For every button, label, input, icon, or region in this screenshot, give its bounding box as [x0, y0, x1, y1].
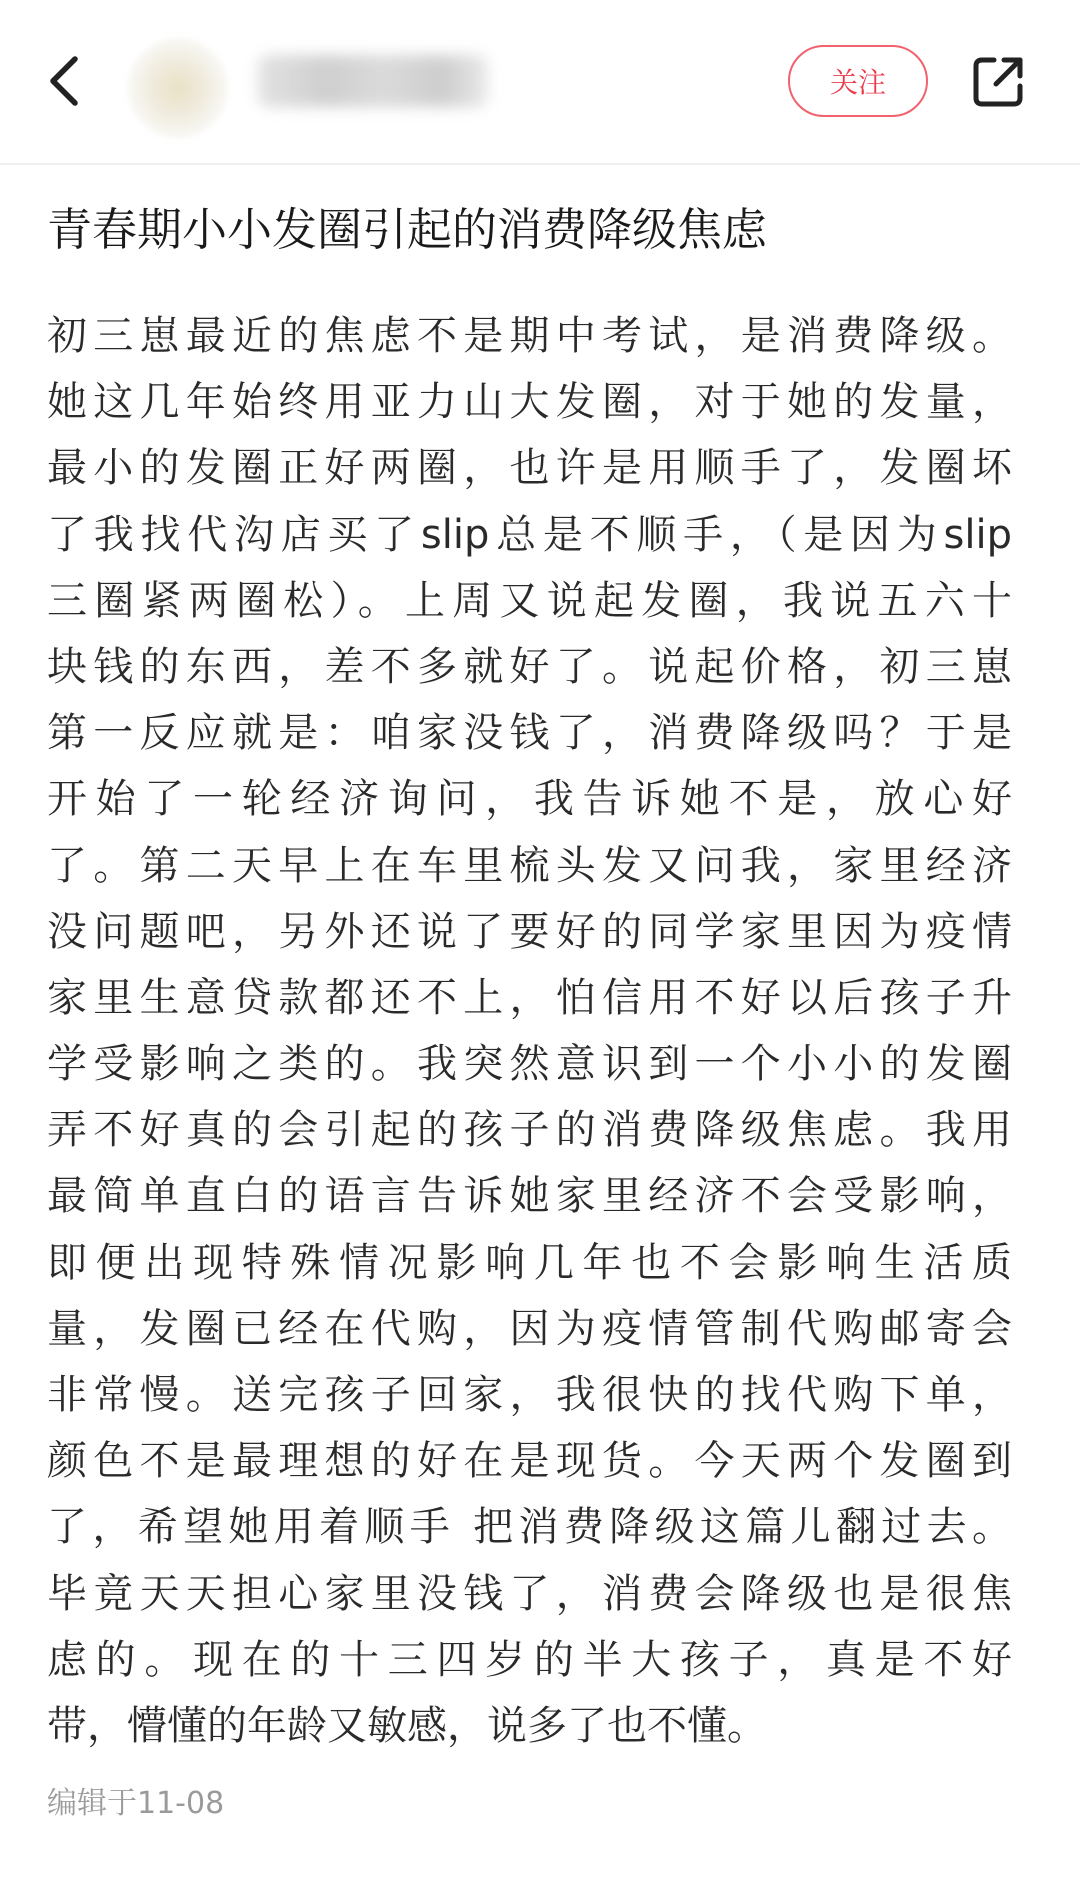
- top-nav-bar: [0, 0, 1080, 165]
- post-body-line: 最小的发圈正好两圈，也许是用顺手了，发圈坏: [47, 445, 1012, 492]
- back-button[interactable]: [38, 50, 90, 112]
- post-body-line: 非常慢。送完孩子回家，我很快的找代购下单，: [47, 1372, 1012, 1418]
- post-body-line: 量，发圈已经在代购，因为疫情管制代购邮寄会: [47, 1305, 1012, 1352]
- post-body-line: 她这几年始终用亚力山大发圈，对于她的发量，: [47, 379, 1012, 426]
- post-body-line: 了。第二天早上在车里梳头发又问我，家里经济: [47, 842, 1012, 889]
- post-body-line: 虑的。现在的十三四岁的半大孩子，真是不好: [47, 1636, 1012, 1683]
- post-body-line: 家里生意贷款都还不上，怕信用不好以后孩子升: [47, 974, 1012, 1021]
- share-external-icon: [970, 54, 1026, 110]
- post-body-line: 学受影响之类的。我突然意识到一个小小的发圈: [47, 1041, 1012, 1088]
- post-body-line: 毕竟天天担心家里没钱了，消费会降级也是很焦: [47, 1570, 1012, 1617]
- author-avatar[interactable]: [128, 38, 228, 138]
- edit-timestamp: 编辑于11-08: [47, 1786, 225, 1821]
- post-body: [47, 303, 1012, 1759]
- share-button[interactable]: [968, 52, 1028, 112]
- post-body-line: 带，懵懂的年龄又敏感，说多了也不懂。: [47, 1702, 767, 1749]
- post-body-line: 弄不好真的会引起的孩子的消费降级焦虑。我用: [47, 1107, 1012, 1154]
- post-body-line: 最简单直白的语言告诉她家里经济不会受影响，: [47, 1173, 1012, 1220]
- post-body-line: 第一反应就是：咱家没钱了，消费降级吗？于是: [47, 710, 1012, 757]
- follow-button[interactable]: 关注: [788, 45, 928, 117]
- chevron-left-icon: [47, 55, 81, 107]
- author-username[interactable]: [258, 55, 488, 107]
- post-body-line: 颜色不是最理想的好在是现货。今天两个发圈到: [47, 1438, 1012, 1485]
- post-body-line: 了，希望她用着顺手 把消费降级这篇儿翻过去。: [47, 1504, 1012, 1551]
- post-body-line: 初三崽最近的焦虑不是期中考试，是消费降级。: [47, 313, 1012, 359]
- post-body-line: 块钱的东西，差不多就好了。说起价格，初三崽: [47, 643, 1012, 690]
- post-body-line: 即便出现特殊情况影响几年也不会影响生活质: [47, 1239, 1012, 1286]
- post-body-line: 三圈紧两圈松）。上周又说起发圈，我说五六十: [47, 577, 1012, 624]
- post-body-line: 开始了一轮经济询问，我告诉她不是，放心好: [47, 776, 1012, 823]
- post-body-line: 了我找代沟店买了slip总是不顺手，（是因为slip: [47, 511, 1012, 558]
- post-body-line: 没问题吧，另外还说了要好的同学家里因为疫情: [47, 908, 1012, 955]
- post-title: 青春期小小发圈引起的消费降级焦虑: [47, 203, 768, 256]
